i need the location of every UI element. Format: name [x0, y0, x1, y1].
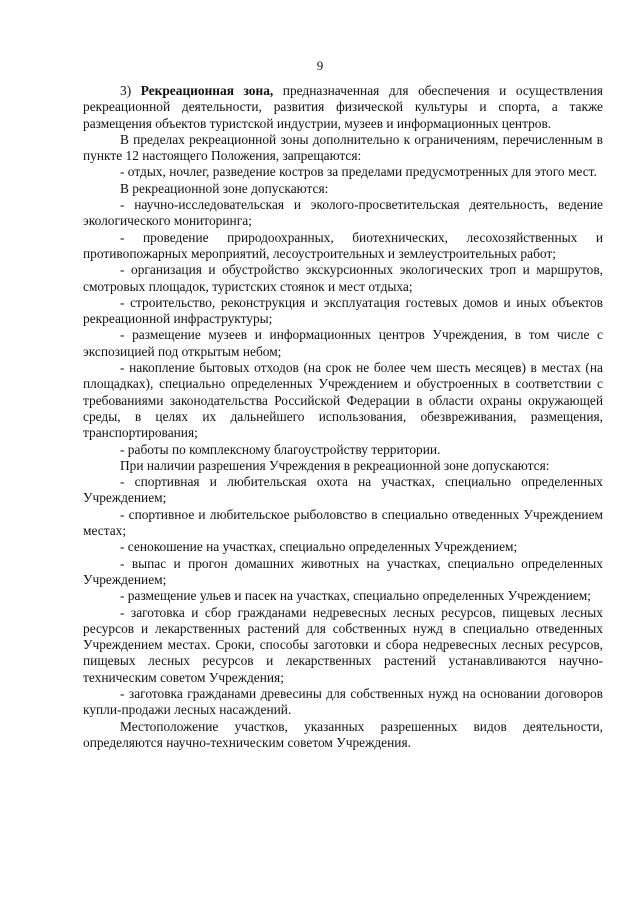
list-item: - размещение ульев и пасек на участках, специально определенных Учреждением;: [120, 588, 591, 604]
paragraph: В рекреационной зоне допускаются:: [120, 180, 329, 196]
paragraph: Местоположение участков, указанных разрешенных видов деятельности, определяются научно-техническим советом Учреждения.: [83, 718, 603, 750]
zone-title: Рекреационная зона,: [140, 83, 274, 98]
list-item: - размещение музеев и информационных центров Учреждения, в том числе с экспозицией под открытым небом;: [83, 327, 603, 359]
list-item: - отдых, ночлег, разведение костров за пределами предусмотренных для этого мест.: [120, 164, 597, 180]
list-item: - выпас и прогон домашних животных на участках, специально определенных Учреждением;: [83, 555, 603, 587]
list-item: - спортивное и любительское рыболовство в специально отведенных Учреждением местах;: [83, 506, 603, 539]
list-item: - работы по комплексному благоустройству территории.: [120, 441, 441, 457]
list-item: - заготовка гражданами древесины для собственных нужд на основании договоров купли-продажи лесных насаждений.: [83, 685, 603, 718]
item-number: 3): [120, 83, 141, 98]
list-item: - спортивная и любительская охота на участках, специально определенных Учреждением;: [83, 474, 603, 506]
list-item: - сенокошение на участках, специально определенных Учреждением;: [120, 539, 518, 555]
list-item: - проведение природоохранных, биотехнических, лесохозяйственных и противопожарных мероприятий, лесоустроительных и землеустроительных работ;: [83, 229, 603, 261]
list-item: - организация и обустройство экскурсионных экологических троп и маршрутов, смотровых площадок, туристских стоянок и мест отдыха;: [83, 262, 603, 294]
list-item: - строительство, реконструкция и эксплуатация гостевых домов и иных объектов рекреационной инфраструктуры;: [83, 294, 603, 327]
list-item: - научно-исследовательская и эколого-просветительская деятельность, ведение экологического мониторинга;: [83, 197, 603, 229]
list-item: - заготовка и сбор гражданами недревесных лесных ресурсов, пищевых лесных ресурсов и лекарственных растений для собственных нужд в специально отведенных Учреждением местах. Сроки, способы заготовки и сбора недревесных лесных ресурсов, пищевых лесных ресурсов и лекарственных растений устанавливаются научно-техническим советом Учреждения;: [83, 604, 603, 685]
list-item: - накопление бытовых отходов (на срок не более чем шесть месяцев) в местах (на площадках), специально определенных Учреждением и обустроенных в соответствии с требованиями законодательства Российской Федерации в области охраны окружающей среды, в целях их дальнейшего использования, обезвреживания, размещения, транспортирования;: [83, 360, 603, 441]
paragraph: При наличии разрешения Учреждения в рекреационной зоне допускаются:: [120, 457, 550, 473]
paragraph: В пределах рекреационной зоны дополнительно к ограничениям, перечисленным в пункте 12 настоящего Положения, запрещаются:: [83, 131, 603, 164]
document-body: [83, 83, 603, 751]
page-number: 9: [316, 58, 324, 73]
paragraph-recreation-zone: 3) Рекреационная зона, предназначенная для обеспечения и осуществления рекреационной деятельности, развития физической культуры и спорта, а также размещения объектов туристской индустрии, музеев и информационных центров.: [83, 83, 603, 131]
